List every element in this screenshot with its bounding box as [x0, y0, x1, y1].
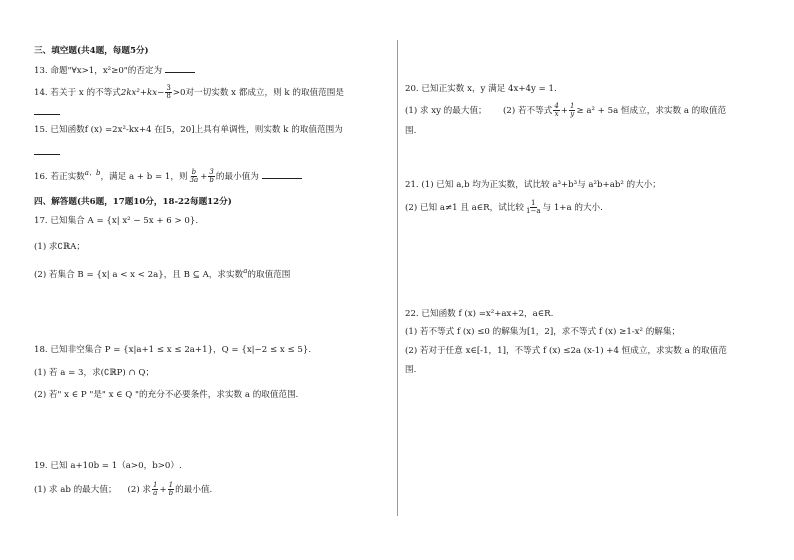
question-19-line2: (1) 求 ab 的最大值； (2) 求 $\frac{1}{a}$ + $\frac{1}{b}$ 的最小值.: [34, 481, 213, 497]
question-14-post: 对一切实数 x 都成立，则 k 的取值范围是: [185, 88, 344, 98]
question-13: [34, 64, 195, 77]
question-20-line3: 围.: [405, 126, 417, 136]
question-19-line1: 19. 已知 a+10b = 1（a>0，b>0）.: [34, 461, 182, 471]
question-22-part1: (1) 若不等式 f (x) ≤0 的解集为[1，2]，求不等式 f (x) ≥1-x² 的解集；: [405, 327, 681, 337]
answer-blank-16[interactable]: [262, 170, 302, 179]
question-17-line1: 17. 已知集合 A = {x| x² − 5x + 6 > 0}.: [34, 216, 199, 226]
question-16: 16. 若正实数$^{a、b}$，满足 a + b = 1，则 $\frac{b}{3a}$ + $\frac{3}{b}$ 的最小值为: [34, 168, 302, 184]
answer-blank-15[interactable]: [34, 146, 60, 155]
question-20-line1: 20. 已知正实数 x，y 满足 4x+4y = 1.: [405, 84, 557, 94]
question-14-pre: 14. 若关于 x 的不等式: [34, 88, 121, 98]
fraction: $\frac{b}{3a}$: [189, 167, 199, 184]
question-17-part2: (2) 若集合 B = {x| a < x < 2a}，且 B ⊆ A，求实数$^a$的取值范围: [34, 267, 291, 280]
section4-heading: 四、解答题(共6题，17题10分，18-22每题12分): [34, 197, 232, 207]
section3-heading: 三、填空题(共4题，每题5分): [34, 46, 149, 56]
question-15: 15. 已知函数f (x) =2x²-kx+4 在[5，20]上具有单调性，则实数 k 的取值范围为: [34, 125, 343, 135]
question-14: [34, 85, 344, 100]
question-22-line1: 22. 已知函数 f (x) =x²+ax+2，a∈R.: [405, 309, 554, 319]
question-21-line1: 21. (1) 已知 a,b 均为正实数，试比较 a³+b³与 a²b+ab² 的大小；: [405, 180, 661, 190]
question-15-blank-line: [34, 146, 60, 159]
fraction: $\frac{4}{x}$: [554, 102, 559, 118]
fraction: $\frac{1}{a}$: [153, 481, 158, 497]
question-14-blank-line: [34, 106, 60, 119]
fraction: $\frac{1}{y}$: [569, 102, 575, 118]
question-18-part2: (2) 若" x ∈ P "是" x ∈ Q "的充分不必要条件，求实数 a 的取值范围.: [34, 390, 299, 400]
question-13-text: 13. 命题"∀x>1，x²≥0"的否定为: [34, 66, 163, 76]
question-21-line2: (2) 已知 a≠1 且 a∈R，试比较 $\frac{1}{1-a}$ 与 1+a 的大小.: [405, 199, 603, 215]
question-17-part1: (1) 求∁ℝA；: [34, 242, 85, 252]
answer-blank-14[interactable]: [34, 106, 60, 115]
question-20-line2: (1) 求 xy 的最大值； (2) 若不等式 $\frac{4}{x}$ + $\frac{1}{y}$ ≥ a² + 5a 恒成立，求实数 a 的取值范: [405, 102, 727, 118]
question-22-part2: (2) 若对于任意 x∈[-1，1]，不等式 f (x) ≤2a (x-1) +4 恒成立，求实数 a 的取值范: [405, 346, 727, 356]
question-14-inequality: 2kx²+kx−: [120, 88, 165, 98]
fraction: $\frac{3}{8}$: [166, 84, 171, 100]
question-16-mid: ，满足 a + b = 1，则: [100, 171, 188, 182]
question-16-vars: a、b: [84, 169, 101, 177]
question-16-post: 的最小值为: [215, 171, 259, 182]
fraction: $\frac{1}{b}$: [168, 481, 174, 497]
column-divider: [397, 40, 398, 516]
question-18-line1: 18. 已知非空集合 P = {x|a+1 ≤ x ≤ 2a+1}，Q = {x|−2 ≤ x ≤ 5}.: [34, 345, 312, 355]
question-22-part2-cont: 围.: [405, 365, 417, 375]
fraction: $\frac{3}{b}$: [209, 167, 214, 184]
question-16-pre: 16. 若正实数: [34, 171, 85, 182]
question-14-inequality-tail: >0: [172, 88, 186, 98]
question-18-part1: (1) 若 a = 3，求(∁ℝP) ∩ Q；: [34, 368, 155, 378]
fraction: $\frac{1}{1-a}$: [526, 199, 541, 215]
answer-blank-13[interactable]: [165, 64, 195, 73]
